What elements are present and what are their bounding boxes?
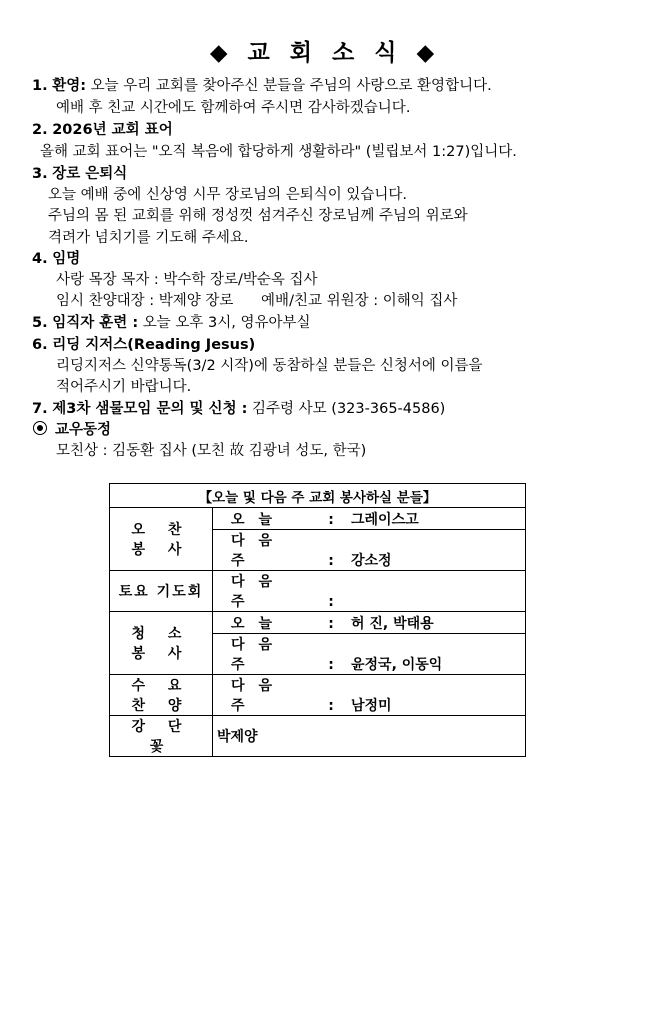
item-title: 제3차 샘물모임 문의 및 신청 : (52, 401, 248, 417)
item-1-line-2: 예배 후 친교 시간에도 함께하여 주시면 감사하겠습니다. (56, 100, 411, 116)
item-5-heading (32, 313, 311, 333)
detail-cell: 오늘 : 그레이스고 (213, 508, 526, 530)
item-3-line-2: 주님의 몸 된 교회를 위해 정성껏 섬겨주신 장로님께 주님의 위로와 (48, 208, 468, 224)
detail-cell: 다음주 : 강소정 (213, 530, 526, 571)
item-3-heading (32, 164, 127, 184)
table-row (110, 675, 526, 716)
item-3-line-3: 격려가 넘치기를 기도해 주세요. (48, 230, 249, 246)
category-cell: 수 요 찬 양 (110, 675, 213, 716)
item-8-line-1: 모친상 : 김동환 집사 (모친 故 김광녀 성도, 한국) (56, 443, 367, 459)
table-row (110, 612, 526, 634)
item-2-line-1: 올해 교회 표어는 "오직 복음에 합당하게 생활하라" (빌립보서 1:27)입니다. (40, 144, 517, 160)
item-4-line-1: 사랑 목장 목자 : 박수학 장로/박순옥 집사 (56, 272, 318, 288)
detail-cell: 오늘 : 허 진, 박태용 (213, 612, 526, 634)
item-7-heading (32, 399, 445, 419)
item-number: 2. (32, 122, 48, 138)
item-1-heading (32, 76, 492, 96)
detail-cell: 다음주 : (213, 571, 526, 612)
item-title: 장로 은퇴식 (52, 166, 128, 182)
item-title: 교우동정 (55, 422, 112, 438)
detail-cell: 다음주 : 남정미 (213, 675, 526, 716)
table-row (110, 716, 526, 757)
item-number: 5. (32, 315, 48, 331)
item-text: 오늘 우리 교회를 찾아주신 분들을 주님의 사랑으로 환영합니다. (90, 78, 492, 94)
category-cell: 청 소 봉 사 (110, 612, 213, 675)
detail-cell: 다음주 : 윤정국, 이동익 (213, 634, 526, 675)
table-header: 【오늘 및 다음 주 교회 봉사하실 분들】 (110, 484, 526, 508)
item-title: 환영: (52, 78, 87, 94)
item-number: 1. (32, 78, 48, 94)
item-title: 임직자 훈련 : (52, 315, 139, 331)
table-header-row (110, 484, 526, 508)
item-text: 김주령 사모 (323-365-4586) (252, 401, 446, 417)
item-6-line-2: 적어주시기 바랍니다. (56, 379, 192, 395)
category-cell: 강 단 꽃 (110, 716, 213, 757)
item-title: 2026년 교회 표어 (52, 122, 173, 138)
item-text: 오늘 오후 3시, 영유아부실 (142, 315, 311, 331)
item-6-line-1: 리딩지저스 신약통독(3/2 시작)에 동참하실 분들은 신청서에 이름을 (56, 358, 483, 374)
item-title: 임명 (52, 251, 81, 267)
table-row (110, 508, 526, 530)
item-8-heading (33, 420, 111, 440)
item-number: 3. (32, 166, 48, 182)
item-3-line-1: 오늘 예배 중에 신상영 시무 장로님의 은퇴식이 있습니다. (48, 187, 408, 203)
item-4-line-2: 임시 찬양대장 : 박제양 장로 예배/친교 위원장 : 이해익 집사 (56, 293, 458, 309)
item-number: 6. (32, 337, 48, 353)
item-6-heading (32, 335, 255, 355)
category-cell: 토요 기도회 (110, 571, 213, 612)
item-4-heading (32, 249, 80, 269)
detail-cell: 박제양 (213, 716, 526, 757)
category-cell: 오 찬 봉 사 (110, 508, 213, 571)
item-number: 7. (32, 401, 48, 417)
item-number: 4. (32, 251, 48, 267)
service-schedule-table (109, 483, 526, 757)
item-2-heading (32, 120, 173, 140)
table-row (110, 571, 526, 612)
item-title: 리딩 지저스(Reading Jesus) (52, 337, 256, 353)
radio-bullet-icon (33, 421, 47, 435)
page-title: ◆ 교 회 소 식 ◆ (209, 40, 441, 66)
